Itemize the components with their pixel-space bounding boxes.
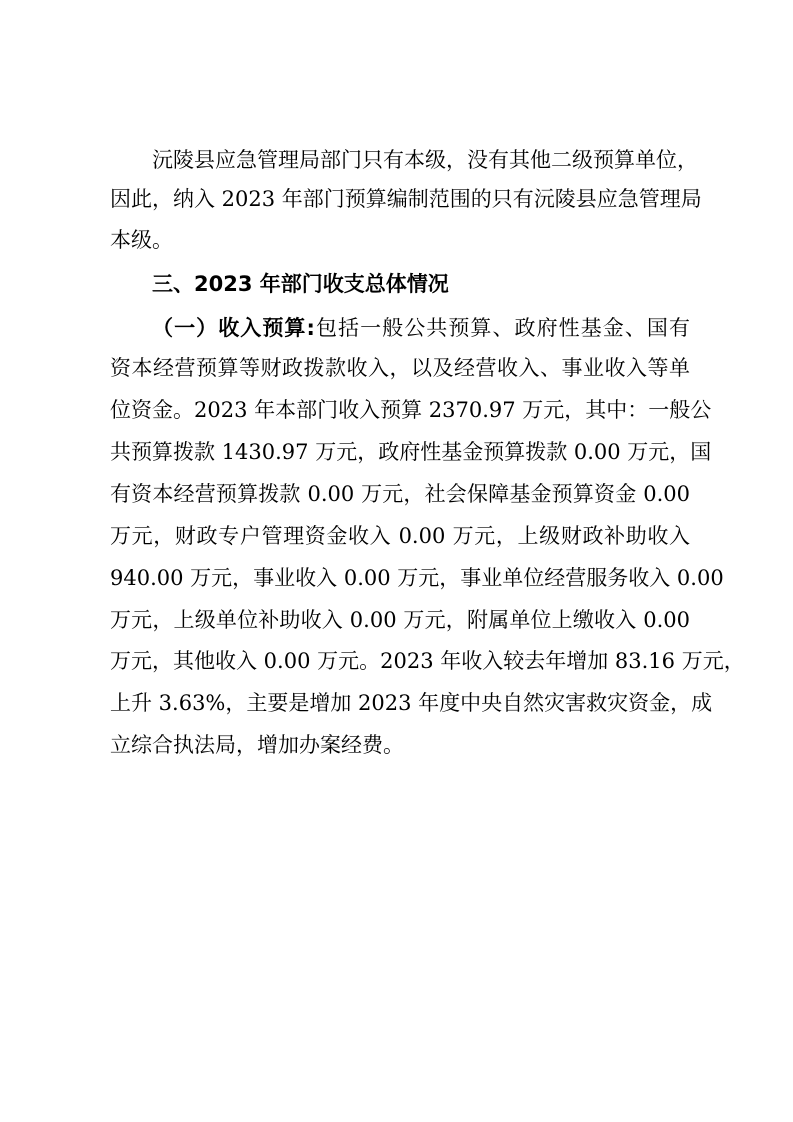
paragraph-1-line-3: 本级。 (110, 228, 173, 252)
paragraph-1-line-2: 因此，纳入 2023 年部门预算编制范围的只有沅陵县应急管理局 (110, 187, 702, 211)
paragraph-2-line-10: 上升 3.63%，主要是增加 2023 年度中央自然灾害救灾资金，成 (110, 691, 713, 715)
paragraph-2-line-5: 有资本经营预算拨款 0.00 万元，社会保障基金预算资金 0.00 (110, 482, 690, 506)
paragraph-2-line-7: 940.00 万元，事业收入 0.00 万元，事业单位经营服务收入 0.00 (110, 566, 724, 590)
paragraph-2-line-4: 共预算拨款 1430.97 万元，政府性基金预算拨款 0.00 万元，国 (110, 440, 712, 464)
paragraph-2-line-11: 立综合执法局，增加办案经费。 (110, 733, 404, 757)
section-heading: 三、2023 年部门收支总体情况 (152, 272, 449, 296)
paragraph-2-line-1 (152, 313, 690, 343)
paragraph-2-line-2: 资本经营预算等财政拨款收入，以及经营收入、事业收入等单 (110, 356, 690, 380)
paragraph-2-line-8: 万元，上级单位补助收入 0.00 万元，附属单位上缴收入 0.00 (110, 608, 690, 632)
subsection-lead: （一）收入预算: (152, 316, 315, 340)
paragraph-2-line-6: 万元，财政专户管理资金收入 0.00 万元，上级财政补助收入 (110, 524, 690, 548)
paragraph-2-line-9: 万元，其他收入 0.00 万元。2023 年收入较去年增加 83.16 万元， (110, 649, 745, 673)
paragraph-1-line-1: 沅陵县应急管理局部门只有本级，没有其他二级预算单位， (152, 148, 698, 172)
paragraph-2-line-1-text: 包括一般公共预算、政府性基金、国有 (314, 316, 691, 340)
paragraph-2-line-3: 位资金。2023 年本部门收入预算 2370.97 万元，其中：一般公 (110, 398, 712, 422)
